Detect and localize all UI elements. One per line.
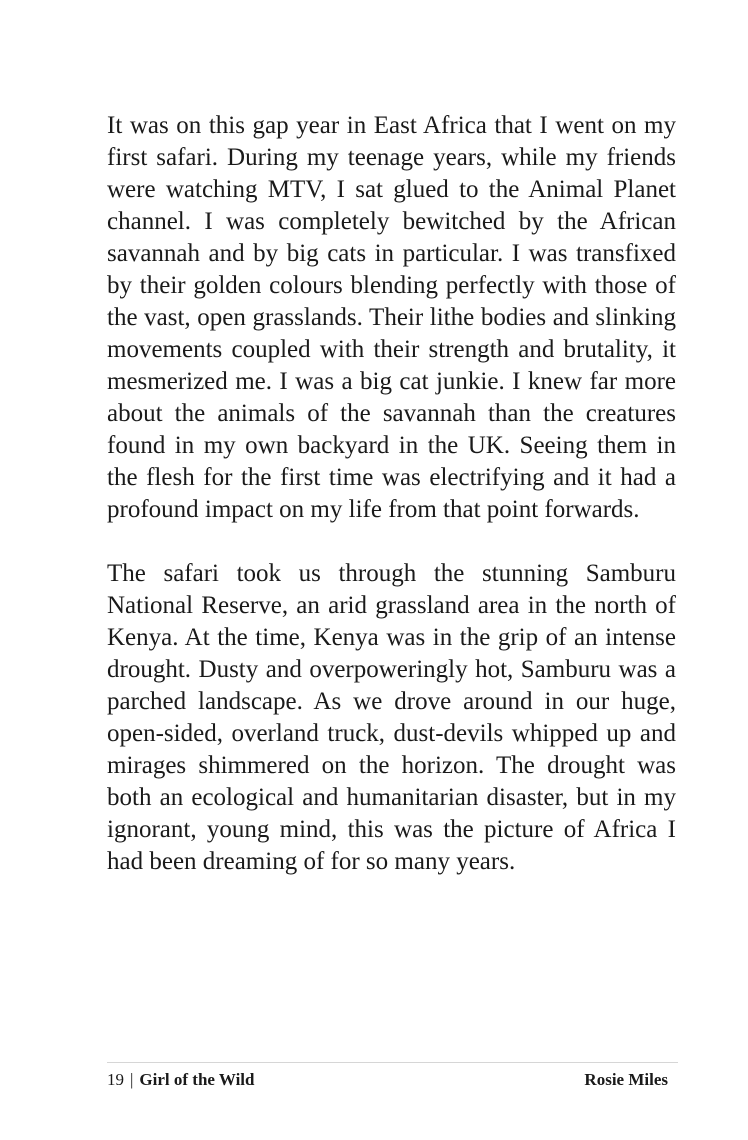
- body-paragraph-2: The safari took us through the stunning Samburu National Reserve, an arid grassland area in the north of Kenya. At the time, Kenya was in the grip of an intense drought. Dusty and overpoweringly hot, Samburu was a parched landscape. As we drove around in our huge, open-sided, overland truck, dust-devils whipped up and mirages shimmered on the horizon. The drought was both an ecological and humanitarian disaster, but in my ignorant, young mind, this was the picture of Africa I had been dreaming of for so many years.: [107, 560, 676, 875]
- footer-left: [107, 1069, 254, 1091]
- page-number: 19: [107, 1070, 124, 1089]
- footer-divider: [107, 1062, 678, 1063]
- page-footer: [107, 1069, 668, 1091]
- body-paragraph-1: It was on this gap year in East Africa that I went on my first safari. During my teenage years, while my friends were watching MTV, I sat glued to the Animal Planet channel. I was completely bewitched by the African savannah and by big cats in particular. I was transfixed by their golden colours blending perfectly with those of the vast, open grasslands. Their lithe bodies and slinking movements coupled with their strength and brutality, it mesmerized me. I was a big cat junkie. I knew far more about the animals of the savannah than the creatures found in my own backyard in the UK. Seeing them in the flesh for the first time was electrifying and it had a profound impact on my life from that point forwards.: [107, 112, 676, 523]
- page-body: [107, 110, 676, 878]
- footer-separator: |: [130, 1070, 134, 1089]
- book-title: Girl of the Wild: [139, 1070, 255, 1089]
- author-name: Rosie Miles: [584, 1070, 668, 1089]
